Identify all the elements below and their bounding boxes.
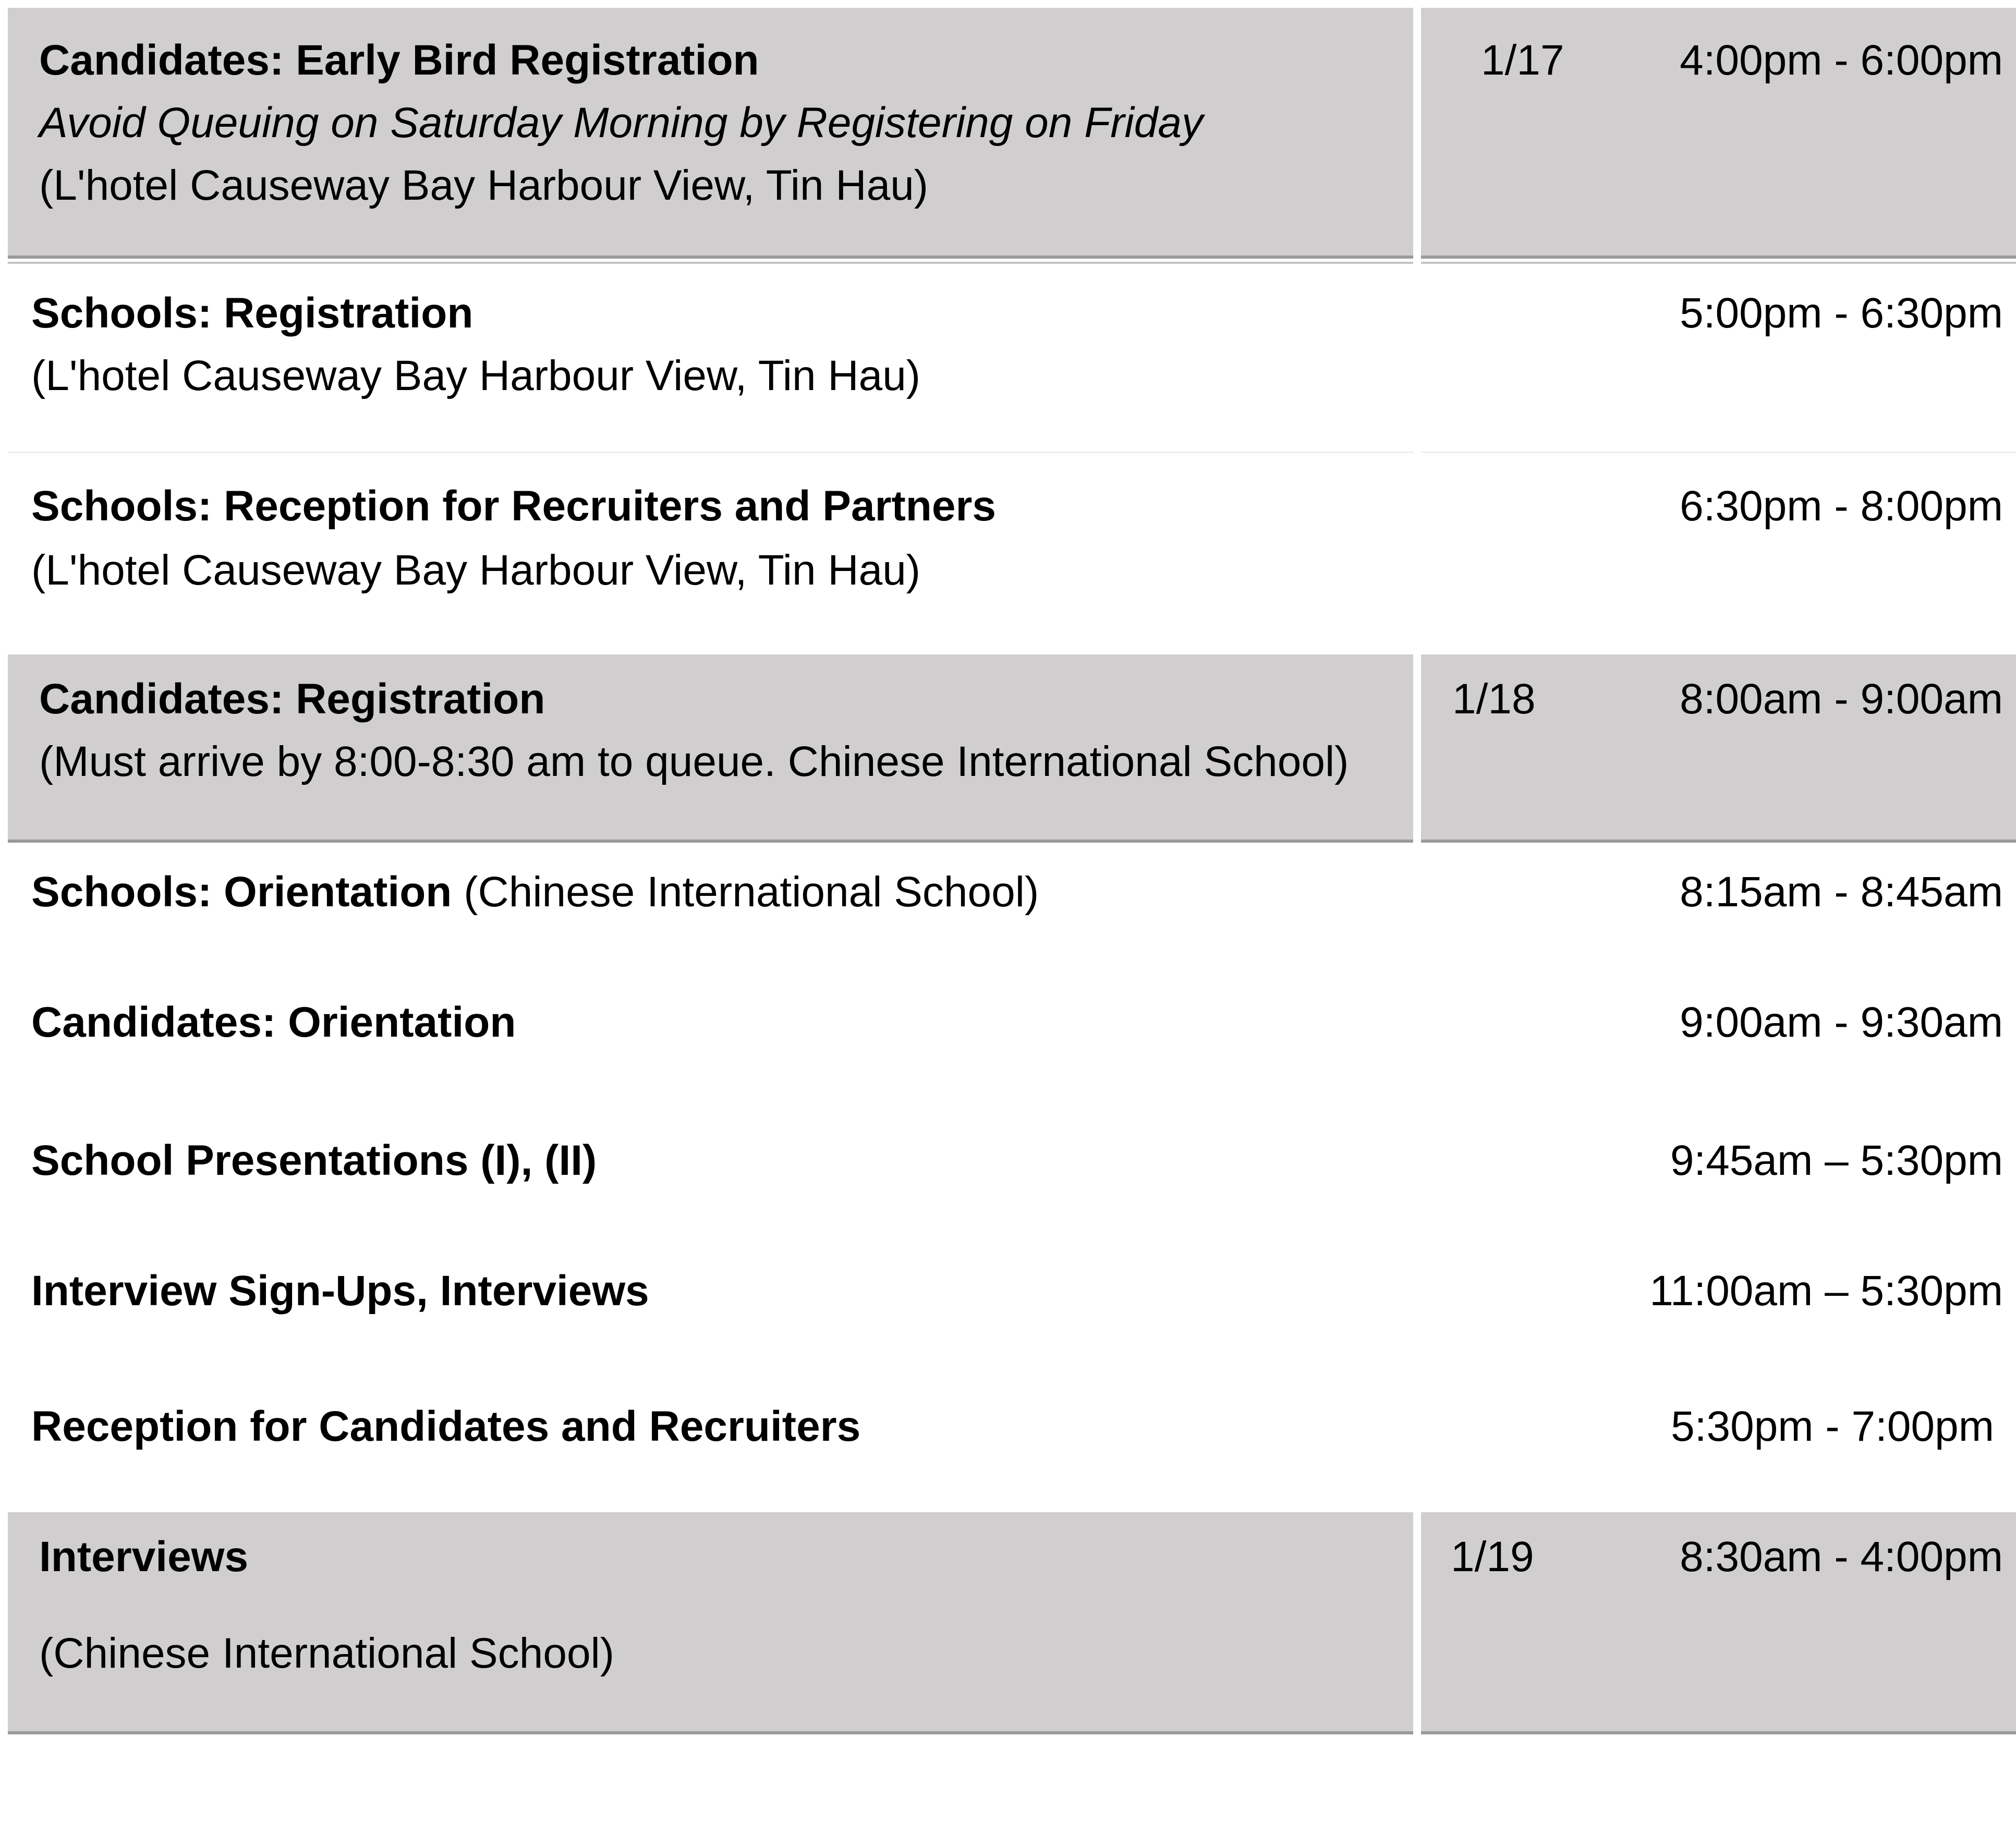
event-time: 9:00am - 9:30am — [1680, 999, 2003, 1046]
event-title: Candidates: Registration — [39, 675, 545, 723]
event-date: 1/19 — [1451, 1533, 1534, 1581]
row-divider — [8, 1731, 1413, 1734]
event-note: Avoid Queuing on Saturday Morning by Registering on Friday — [39, 99, 1203, 147]
schedule-row-schools-registration — [0, 266, 2016, 454]
datetime-cell — [1421, 654, 2016, 840]
datetime-cell — [1421, 8, 2016, 256]
event-line — [31, 860, 1039, 923]
row-divider — [8, 452, 1413, 453]
event-title: Candidates: Early Bird Registration — [39, 37, 759, 84]
event-time: 4:00pm - 6:00pm — [1680, 37, 2003, 84]
event-title: Interview Sign-Ups, Interviews — [31, 1267, 649, 1315]
event-title: Candidates: Orientation — [31, 999, 516, 1046]
schedule-row-interview-signups — [0, 1238, 2016, 1371]
event-location: (L'hotel Causeway Bay Harbour View, Tin Hau) — [31, 546, 921, 594]
row-divider — [1421, 452, 2016, 453]
row-divider — [1421, 840, 2016, 843]
event-title: Interviews — [39, 1533, 249, 1581]
event-date: 1/17 — [1481, 37, 1564, 84]
event-time: 11:00am – 5:30pm — [1649, 1267, 2003, 1315]
schedule-row-candidates-orientation — [0, 975, 2016, 1108]
row-divider — [8, 262, 1413, 264]
row-divider — [1421, 262, 2016, 264]
event-location: (L'hotel Causeway Bay Harbour View, Tin Hau) — [31, 352, 921, 399]
schedule-row-reception-candidates — [0, 1371, 2016, 1512]
event-title: Schools: Reception for Recruiters and Partners — [31, 482, 997, 530]
event-title: Reception for Candidates and Recruiters — [31, 1403, 861, 1450]
event-time: 8:30am - 4:00pm — [1680, 1533, 2003, 1581]
event-cell — [8, 1512, 1413, 1731]
datetime-cell — [1421, 1512, 2016, 1731]
event-location: (Chinese International School) — [464, 868, 1039, 916]
event-cell — [8, 8, 1413, 256]
event-time: 8:15am - 8:45am — [1680, 868, 2003, 916]
event-title: Schools: Orientation — [31, 868, 452, 916]
event-time: 6:30pm - 8:00pm — [1680, 482, 2003, 530]
event-cell — [8, 654, 1413, 840]
schedule-row-candidates-registration — [0, 654, 2016, 840]
event-time: 8:00am - 9:00am — [1680, 675, 2003, 723]
row-divider — [1421, 1731, 2016, 1734]
event-location: (Must arrive by 8:00-8:30 am to queue. Chinese International School) — [39, 738, 1349, 785]
event-time: 5:00pm - 6:30pm — [1680, 289, 2003, 337]
event-location: (Chinese International School) — [39, 1630, 615, 1677]
event-time: 5:30pm - 7:00pm — [1671, 1403, 1994, 1450]
row-divider — [8, 840, 1413, 843]
row-divider — [8, 256, 1413, 259]
event-title: School Presentations (I), (II) — [31, 1137, 597, 1184]
schedule-row-early-bird — [0, 8, 2016, 256]
schedule-row-schools-orientation — [0, 845, 2016, 975]
row-divider — [1421, 256, 2016, 259]
schedule-row-interviews — [0, 1512, 2016, 1731]
event-time: 9:45am – 5:30pm — [1670, 1137, 2003, 1184]
schedule-row-school-presentations — [0, 1108, 2016, 1238]
event-location: (L'hotel Causeway Bay Harbour View, Tin Hau) — [39, 162, 929, 209]
schedule-row-schools-reception — [0, 459, 2016, 654]
event-title: Schools: Registration — [31, 289, 473, 337]
event-date: 1/18 — [1452, 675, 1536, 723]
